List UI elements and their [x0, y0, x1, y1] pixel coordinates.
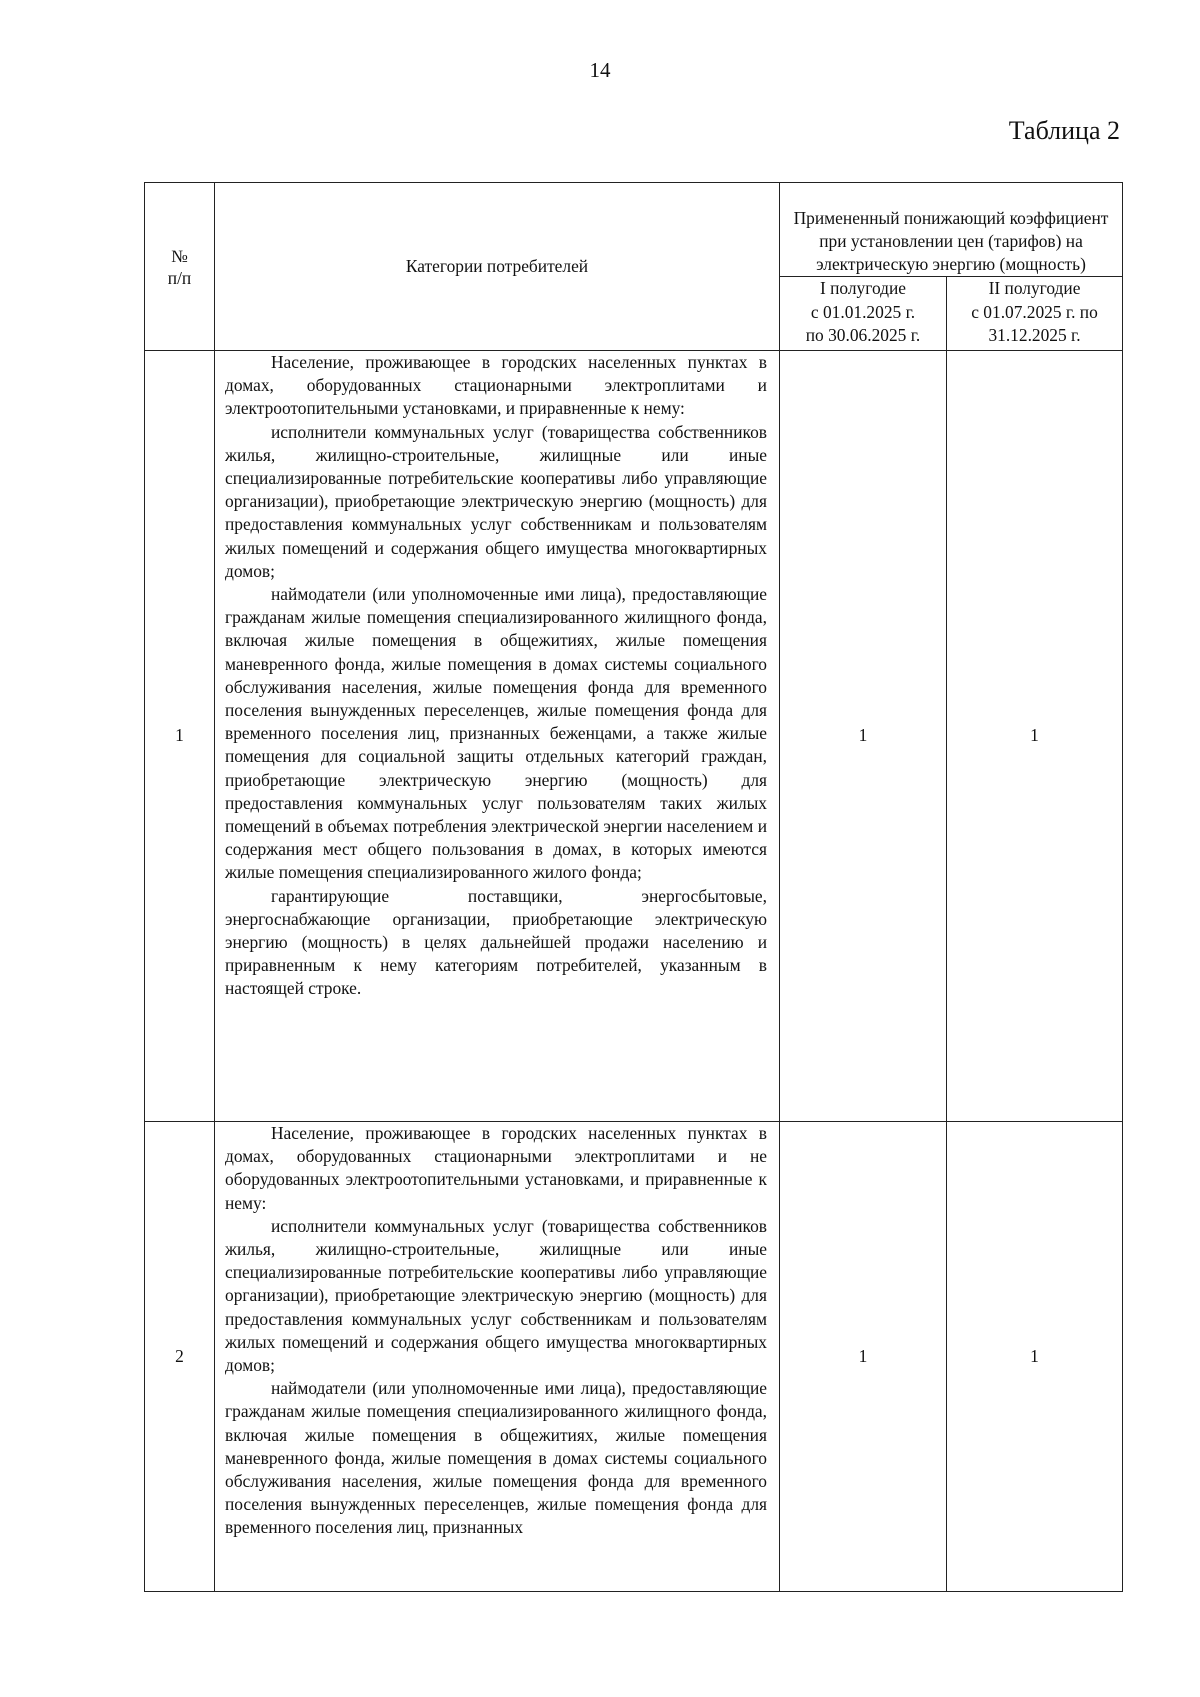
- header-category: Категории потребителей: [215, 183, 780, 351]
- table-row: [145, 1122, 1123, 1592]
- header-number: № п/п: [145, 183, 215, 351]
- row-value-half-year-1: 1: [780, 1122, 947, 1592]
- category-paragraph: наймодатели (или уполномоченные ими лица), предоставляющие гражданам жилые помещения специализированного жилищного фонда, включая жилые помещения в общежитиях, жилые помещения маневренного фонда, жилые помещения в домах системы социального обслуживания населения, жилые помещения фонда для временного поселения вынужденных переселенцев, жилые помещения фонда для временного поселения лиц, признанных беженцами, а также жилые помещения для социальной защиты отдельных категорий граждан, приобретающие электрическую энергию (мощность) для предоставления коммунальных услуг пользователям таких жилых помещений в объемах потребления электрической энергии населением и содержания мест общего пользования в домах, в которых имеются жилые помещения специализированного жилого фонда;: [225, 584, 767, 883]
- page-number: 14: [589, 58, 611, 82]
- row-number: 2: [145, 1122, 215, 1592]
- row-category: [215, 351, 780, 1122]
- row-number: 1: [145, 351, 215, 1122]
- category-paragraph: Население, проживающее в городских населенных пунктах в домах, оборудованных стационарными электроплитами и не оборудованных электроотопительными установками, и приравненные к нему:: [225, 1123, 767, 1213]
- table-caption: Таблица 2: [1008, 116, 1120, 145]
- category-paragraph: Население, проживающее в городских населенных пунктах в домах, оборудованных стационарными электроплитами и электроотопительными установками, и приравненные к нему:: [225, 352, 767, 419]
- category-paragraph: исполнители коммунальных услуг (товарищества собственников жилья, жилищно-строительные, жилищные или иные специализированные потребительские кооперативы либо управляющие организации), приобретающие электрическую энергию (мощность) для предоставления коммунальных услуг собственникам и пользователям жилых помещений и содержания общего имущества многоквартирных домов;: [225, 421, 767, 581]
- row-value-half-year-2: 1: [947, 351, 1123, 1122]
- row-category: [215, 1122, 780, 1592]
- header-coefficient: Примененный понижающий коэффициент при установлении цен (тарифов) на электрическую энергию (мощность): [780, 183, 1123, 277]
- category-paragraph: исполнители коммунальных услуг (товарищества собственников жилья, жилищно-строительные, жилищные или иные специализированные потребительские кооперативы либо управляющие организации), приобретающие электрическую энергию (мощность) для предоставления коммунальных услуг собственникам и пользователям жилых помещений и содержания общего имущества многоквартирных домов;: [225, 1215, 767, 1376]
- header-half-year-1: I полугодие с 01.01.2025 г. по 30.06.2025 г.: [780, 277, 947, 351]
- category-paragraph: гарантирующие поставщики, энергосбытовые, энергоснабжающие организации, приобретающие электрическую энергию (мощность) в целях дальнейшей продажи населению и приравненным к нему категориям потребителей, указанным в настоящей строке.: [225, 885, 767, 999]
- consumer-coefficient-table: [144, 182, 1123, 1592]
- header-half-year-2: II полугодие с 01.07.2025 г. по 31.12.2025 г.: [947, 277, 1123, 351]
- category-paragraph: наймодатели (или уполномоченные ими лица), предоставляющие гражданам жилые помещения специализированного жилищного фонда, включая жилые помещения в общежитиях, жилые помещения маневренного фонда, жилые помещения в домах системы социального обслуживания населения, жилые помещения фонда для временного поселения вынужденных переселенцев, жилые помещения фонда для временного поселения лиц, признанных: [225, 1378, 767, 1538]
- table-row: [145, 351, 1123, 1122]
- row-value-half-year-2: 1: [947, 1122, 1123, 1592]
- row-value-half-year-1: 1: [780, 351, 947, 1122]
